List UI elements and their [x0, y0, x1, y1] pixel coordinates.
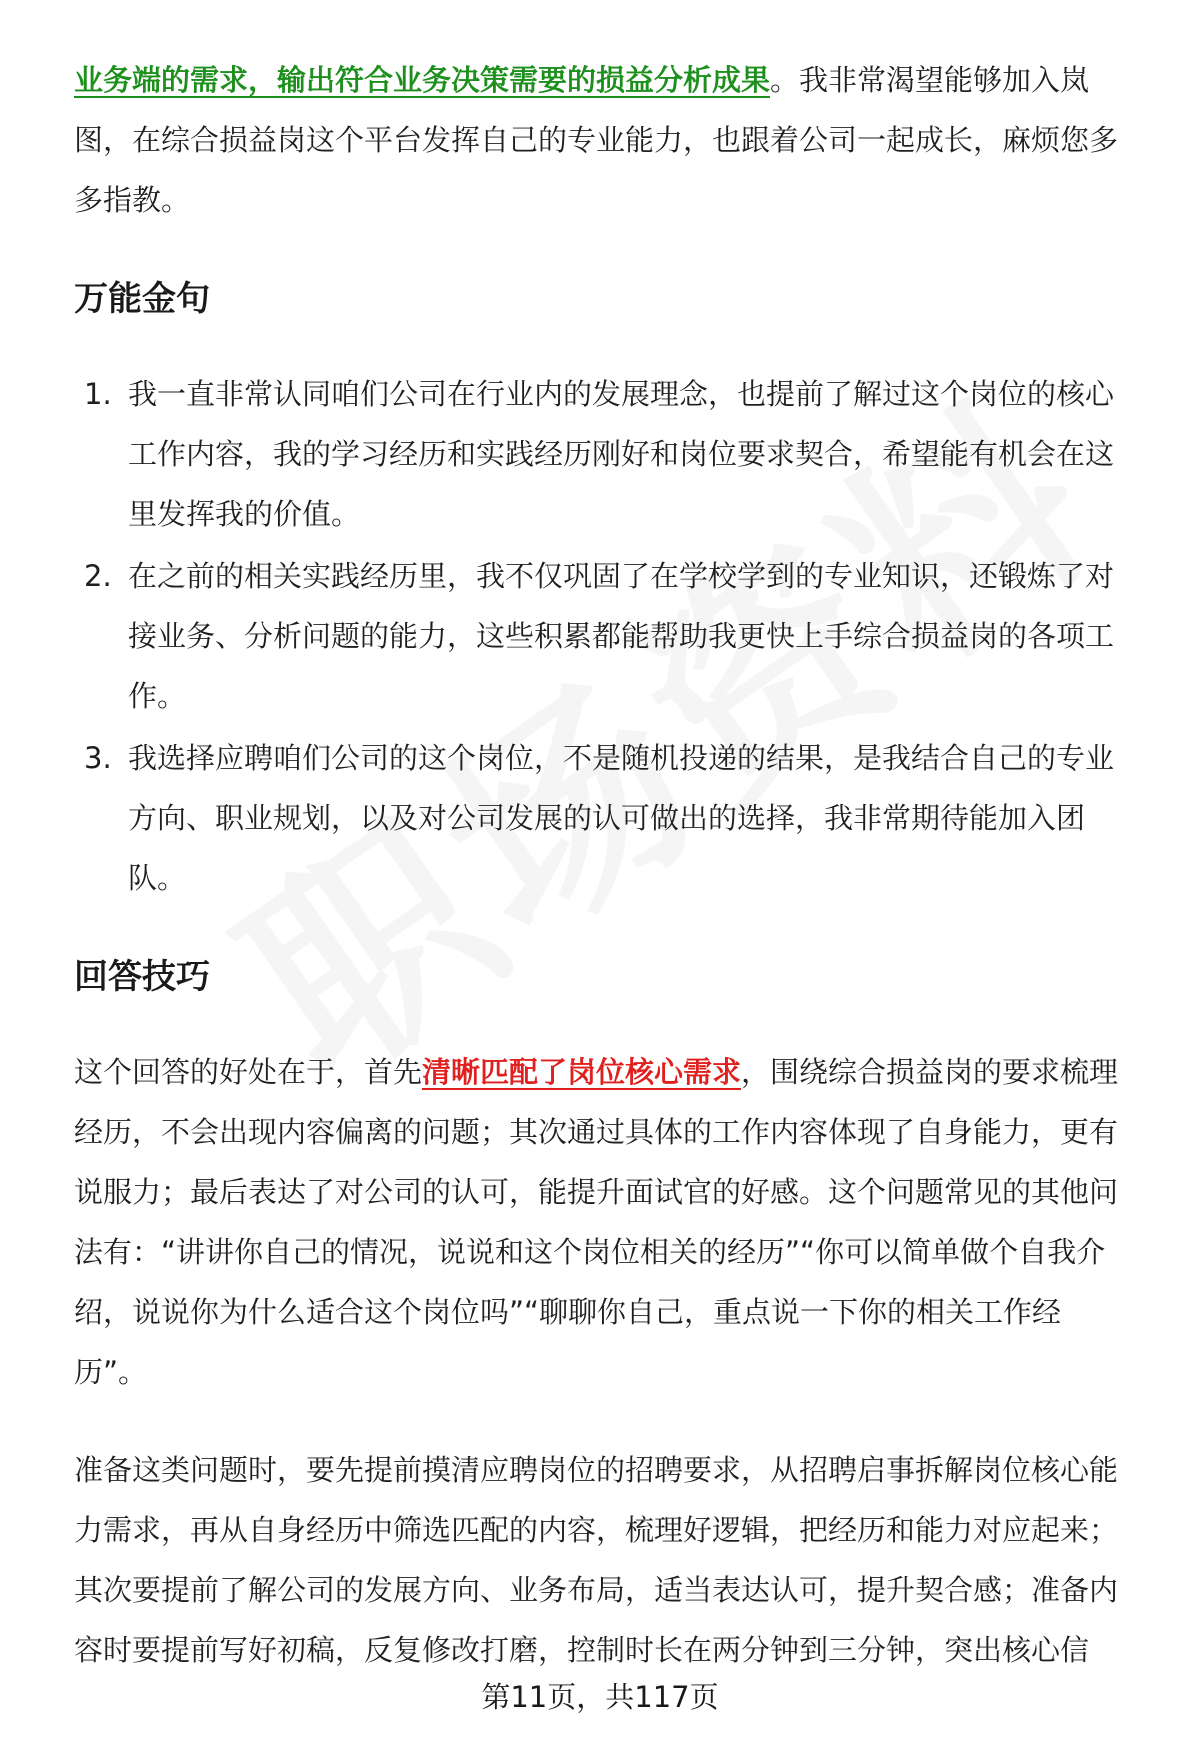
section-title-golden-sentences: 万能金句 [74, 279, 210, 319]
tips-highlight: 清晰匹配了岗位核心需求 [422, 1055, 742, 1089]
intro-text: 。我非常渴望能够加入岚图，在综合损益岗这个平台发挥自己的专业能力，也跟着公司一起成长，麻烦您多多指教。 [74, 63, 1119, 217]
tips-paragraph-2: 准备这类问题时，要先提前摸清应聘岗位的招聘要求，从招聘启事拆解岗位核心能力需求，再从自身经历中筛选匹配的内容，梳理好逻辑，把经历和能力对应起来；其次要提前了解公司的发展方向、业务布局，适当表达认可，提升契合感；准备内容时要提前写好初稿，反复修改打磨，控制时长在两分钟到三分钟，突出核心信 [74, 1453, 1119, 1667]
intro-paragraph [74, 50, 1134, 230]
golden-sentences-list [74, 364, 1134, 908]
list-number: 3. [84, 741, 112, 775]
tips-paragraph-1 [74, 1042, 1134, 1402]
section-title-answer-tips: 回答技巧 [74, 957, 210, 997]
document-page [74, 50, 1134, 1680]
tips-text-before: 这个回答的好处在于，首先 [74, 1055, 423, 1089]
list-item [74, 728, 1134, 908]
intro-highlight: 业务端的需求，输出符合业务决策需要的损益分析成果 [74, 63, 771, 97]
list-text: 在之前的相关实践经历里，我不仅巩固了在学校学到的专业知识，还锻炼了对接业务、分析问题的能力，这些积累都能帮助我更快上手综合损益岗的各项工作。 [128, 559, 1115, 713]
tips-text-after: ，围绕综合损益岗的要求梳理经历，不会出现内容偏离的问题；其次通过具体的工作内容体现了自身能力，更有说服力；最后表达了对公司的认可，能提升面试官的好感。这个问题常见的其他问法有：“讲讲你自己的情况，说说和这个岗位相关的经历”“你可以简单做个自我介绍，说说你为什么适合这个岗位吗”“聊聊你自己，重点说一下你的相关工作经历”。 [74, 1055, 1119, 1389]
list-item [74, 546, 1134, 726]
list-text: 我选择应聘咱们公司的这个岗位，不是随机投递的结果，是我结合自己的专业方向、职业规划，以及对公司发展的认可做出的选择，我非常期待能加入团队。 [128, 741, 1115, 895]
list-text: 我一直非常认同咱们公司在行业内的发展理念，也提前了解过这个岗位的核心工作内容，我的学习经历和实践经历刚好和岗位要求契合，希望能有机会在这里发挥我的价值。 [128, 377, 1115, 531]
list-number: 2. [84, 559, 112, 593]
list-item [74, 364, 1134, 544]
page-number: 第11页，共117页 [481, 1680, 719, 1714]
list-number: 1. [84, 377, 112, 411]
